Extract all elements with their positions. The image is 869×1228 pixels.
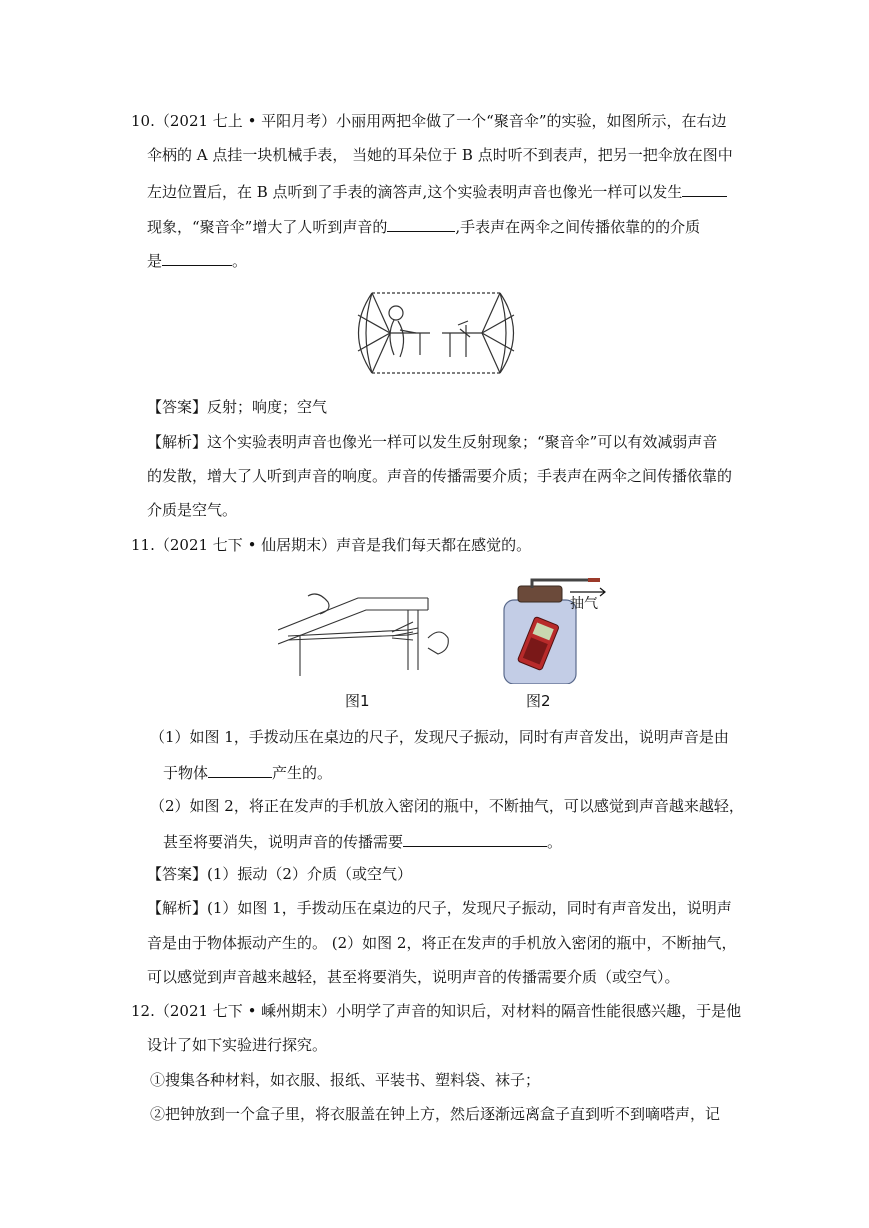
answer-blank: [162, 249, 232, 266]
q10-line4: [147, 215, 700, 237]
q11-sub1-line1: （1）如图 1，手拨动压在桌边的尺子，发现尺子振动，同时有声音发出，说明声音是由: [150, 728, 729, 746]
q11-sub2-text: 甚至将要消失，说明声音的传播需要: [163, 833, 404, 851]
q10-analysis-line3: 介质是空气。: [147, 501, 238, 519]
q11-analysis-line1: 【解析】(1）如图 1，手拨动压在桌边的尺子，发现尺子振动，同时有声音发出，说明声: [147, 899, 732, 917]
figure-2-caption: 图2: [526, 692, 551, 710]
q10-analysis-line1: 【解析】这个实验表明声音也像光一样可以发生反射现象；“聚音伞”可以有效减弱声音: [147, 433, 718, 451]
q12-line1: 12.（2021 七下 • 嵊州期末）小明学了声音的知识后，对材料的隔音性能很感兴趣，于是他: [131, 1002, 742, 1020]
q11-sub2-end: 。: [547, 833, 563, 851]
ruler-on-desk-figure: [278, 588, 458, 683]
q11-sub2-line1: （2）如图 2，将正在发声的手机放入密闭的瓶中，不断抽气，可以感觉到声音越来越轻，: [150, 797, 744, 815]
q12-line2: 设计了如下实验进行探究。: [147, 1036, 328, 1054]
q11-line1: 11.（2021 七下 • 仙居期末）声音是我们每天都在感觉的。: [131, 536, 532, 554]
answer-blank: [208, 761, 272, 778]
q10-line3: [147, 180, 727, 202]
answer-blank: [403, 830, 547, 847]
q10-line2: 伞柄的 A 点挂一块机械手表， 当她的耳朵位于 B 点时听不到表声，把另一把伞放在图中: [147, 146, 733, 164]
sealed-bottle-phone-figure: [500, 578, 610, 684]
q11-analysis-line3: 可以感觉到声音越来越轻，甚至将要消失，说明声音的传播需要介质（或空气）。: [147, 968, 680, 986]
q10-line1: 10.（2021 七上 • 平阳月考）小丽用两把伞做了一个“聚音伞”的实验，如图所示，在右边: [131, 112, 727, 130]
q10-line3-text: 左边位置后，在 B 点听到了手表的滴答声,这个实验表明声音也像光一样可以发生: [147, 183, 683, 201]
answer-blank: [387, 215, 455, 232]
q11-sub2-line2: [163, 830, 562, 852]
q10-line4-text: 现象，“聚音伞”增大了人听到声音的: [147, 218, 388, 236]
q11-sub1-text: 于物体: [163, 764, 209, 782]
q11-analysis-line2: 音是由于物体振动产生的。 (2）如图 2，将正在发声的手机放入密闭的瓶中，不断抽气，: [147, 934, 737, 952]
q12-step2: ②把钟放到一个盒子里，将衣服盖在钟上方，然后逐渐远离盒子直到听不到嘀嗒声，记: [150, 1105, 721, 1123]
q10-line5: [147, 249, 247, 271]
q11-answer: 【答案】(1）振动（2）介质（或空气）: [147, 865, 412, 883]
q10-line5-end: 。: [232, 252, 248, 270]
q10-line4-text-b: ,手表声在两伞之间传播依靠的的介质: [455, 218, 701, 236]
q10-analysis-line2: 的发散，增大了人听到声音的响度。声音的传播需要介质；手表声在两伞之间传播依靠的: [147, 467, 733, 485]
pump-label: 抽气: [570, 596, 598, 612]
q11-sub1-line2: [163, 761, 332, 783]
umbrella-experiment-figure: [350, 285, 522, 380]
q10-line5-text: 是: [147, 252, 163, 270]
q10-answer: 【答案】反射；响度；空气: [147, 398, 328, 416]
figure-1-caption: 图1: [345, 692, 370, 710]
q12-step1: ①搜集各种材料，如衣服、报纸、平装书、塑料袋、袜子；: [150, 1071, 541, 1089]
answer-blank: [682, 180, 727, 197]
q11-sub1-end: 产生的。: [272, 764, 333, 782]
